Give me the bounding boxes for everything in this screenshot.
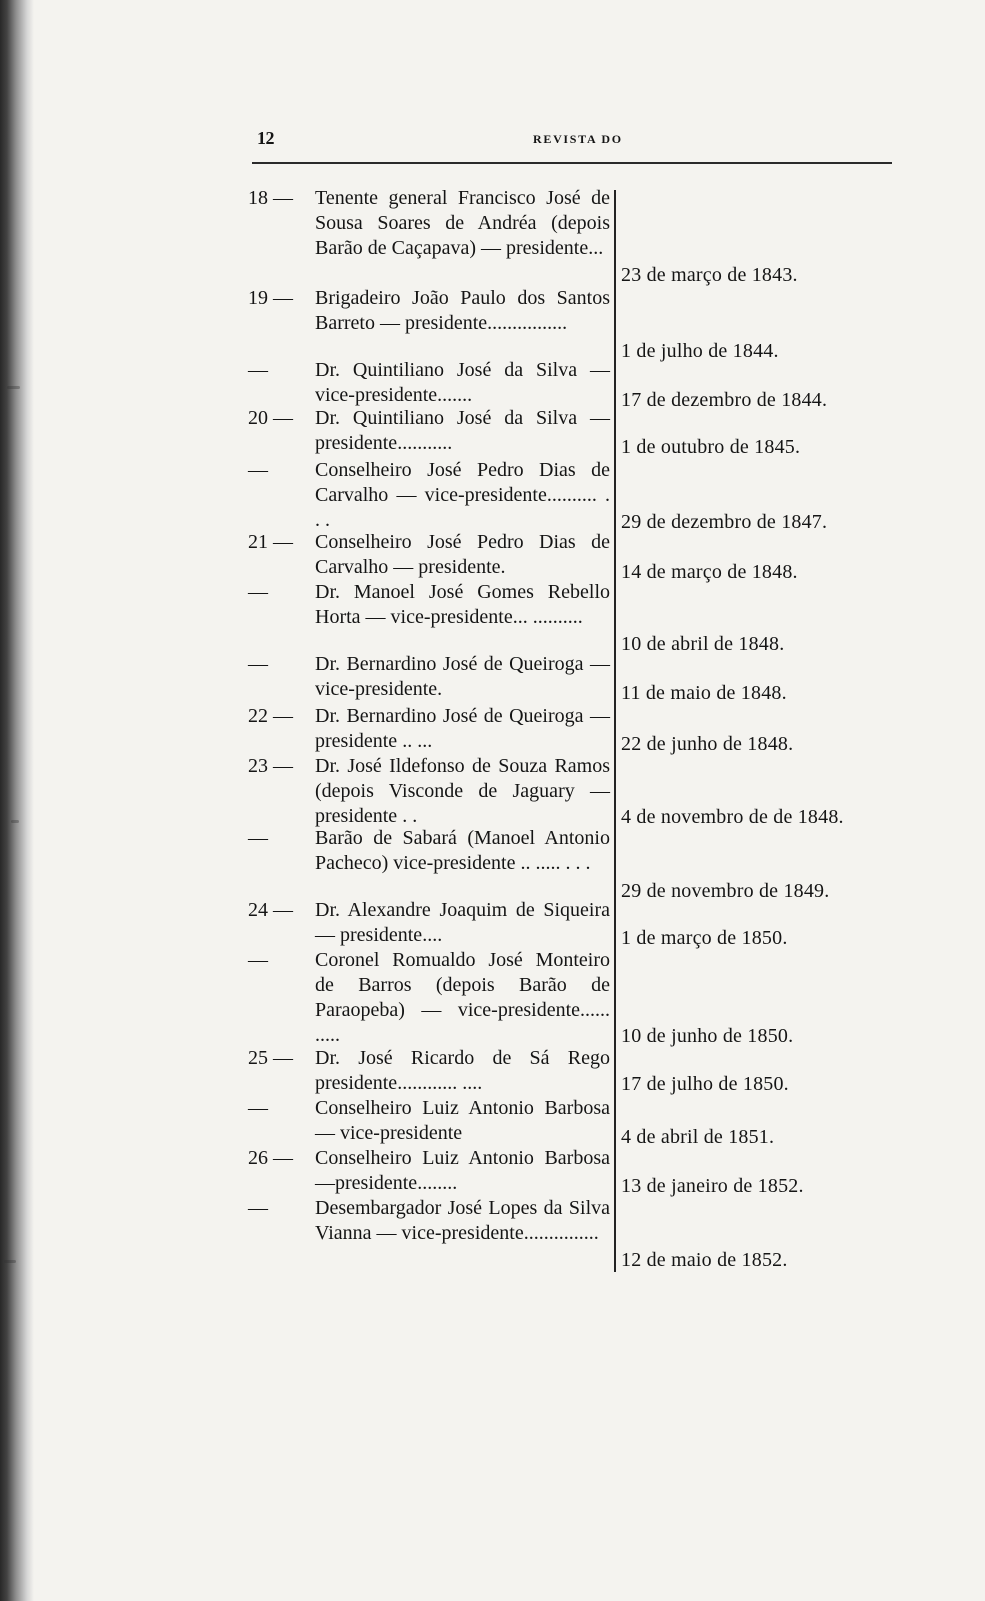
entry-title: Dr. Bernardino José de Queiroga — presidente .. ... xyxy=(315,705,610,752)
entry-date: 29 de novembro de 1849. xyxy=(621,880,830,902)
entry-date: 11 de maio de 1848. xyxy=(621,682,787,704)
entry-number: 22 — xyxy=(248,705,293,727)
entry-title: Conselheiro Luiz Antonio Barbosa — vice-presidente xyxy=(315,1097,610,1144)
entry-title: Conselheiro José Pedro Dias de Carvalho — presidente. xyxy=(315,531,610,578)
entry-number: 25 — xyxy=(248,1047,293,1069)
entry-title: Desembargador José Lopes da Silva Vianna — vice-presidente............... xyxy=(315,1197,610,1244)
entry-title: Tenente general Francisco José de Sousa Soares de Andréa (depois Barão de Caçapava) — presidente... xyxy=(315,187,610,259)
entry-number: 19 — xyxy=(248,287,293,309)
running-head: REVISTA DO xyxy=(533,132,623,146)
entry-date: 17 de dezembro de 1844. xyxy=(621,389,828,411)
entry-number: 23 — xyxy=(248,755,293,777)
entry-date: 1 de março de 1850. xyxy=(621,927,788,949)
entry-title: Coronel Romualdo José Monteiro de Barros (depois Barão de Paraopeba) — vice-presidente...... ..... xyxy=(315,949,610,1046)
entry-date: 1 de outubro de 1845. xyxy=(621,436,801,458)
entry-title: Dr. Quintiliano José da Silva — presidente........... xyxy=(315,407,610,454)
entry-title: Dr. José Ildefonso de Souza Ramos (depois Visconde de Jaguary — presidente . . xyxy=(315,755,610,827)
entry-number: 20 — xyxy=(248,407,293,429)
entry-number: 24 — xyxy=(248,899,293,921)
entry-date: 23 de março de 1843. xyxy=(621,264,798,286)
entry-date: 22 de junho de 1848. xyxy=(621,733,794,755)
entry-date: 4 de abril de 1851. xyxy=(621,1126,775,1148)
entry-number: — xyxy=(248,827,268,849)
entry-date: 17 de julho de 1850. xyxy=(621,1073,789,1095)
page-number: 12 xyxy=(257,128,274,148)
entry-date: 12 de maio de 1852. xyxy=(621,1249,788,1271)
entry-number: — xyxy=(248,653,268,675)
entry-date: 10 de junho de 1850. xyxy=(621,1025,794,1047)
entry-number: 21 — xyxy=(248,531,293,553)
entry-title: Dr. Alexandre Joaquim de Siqueira — presidente.... xyxy=(315,899,610,946)
entry-number: — xyxy=(248,1097,268,1119)
entry-title: Brigadeiro João Paulo dos Santos Barreto — presidente................ xyxy=(315,287,610,334)
entry-number: — xyxy=(248,1197,268,1219)
entry-title: Dr. Quintiliano José da Silva — vice-presidente....... xyxy=(315,359,610,406)
entry-date: 10 de abril de 1848. xyxy=(621,633,785,655)
entry-number: — xyxy=(248,581,268,603)
entry-date: 13 de janeiro de 1852. xyxy=(621,1175,804,1197)
entry-title: Dr. Manoel José Gomes Rebello Horta — vice-presidente... .......... xyxy=(315,581,610,628)
entry-title: Conselheiro José Pedro Dias de Carvalho — vice-presidente.......... . . . xyxy=(315,459,610,531)
entry-number: 26 — xyxy=(248,1147,293,1169)
entry-number: 18 — xyxy=(248,187,293,209)
entry-title: Dr. José Ricardo de Sá Rego presidente............ .... xyxy=(315,1047,610,1094)
entry-title: Conselheiro Luiz Antonio Barbosa—presidente........ xyxy=(315,1147,610,1194)
entry-date: 4 de novembro de de 1848. xyxy=(621,806,844,828)
entry-title: Dr. Bernardino José de Queiroga — vice-presidente. xyxy=(315,653,610,700)
entry-title: Barão de Sabará (Manoel Antonio Pacheco) vice-presidente .. ..... . . . xyxy=(315,827,610,874)
entry-date: 29 de dezembro de 1847. xyxy=(621,511,828,533)
column-divider xyxy=(614,190,616,1272)
entry-number: — xyxy=(248,459,268,481)
entry-number: — xyxy=(248,359,268,381)
entry-number: — xyxy=(248,949,268,971)
entry-date: 1 de julho de 1844. xyxy=(621,340,779,362)
entry-date: 14 de março de 1848. xyxy=(621,561,798,583)
